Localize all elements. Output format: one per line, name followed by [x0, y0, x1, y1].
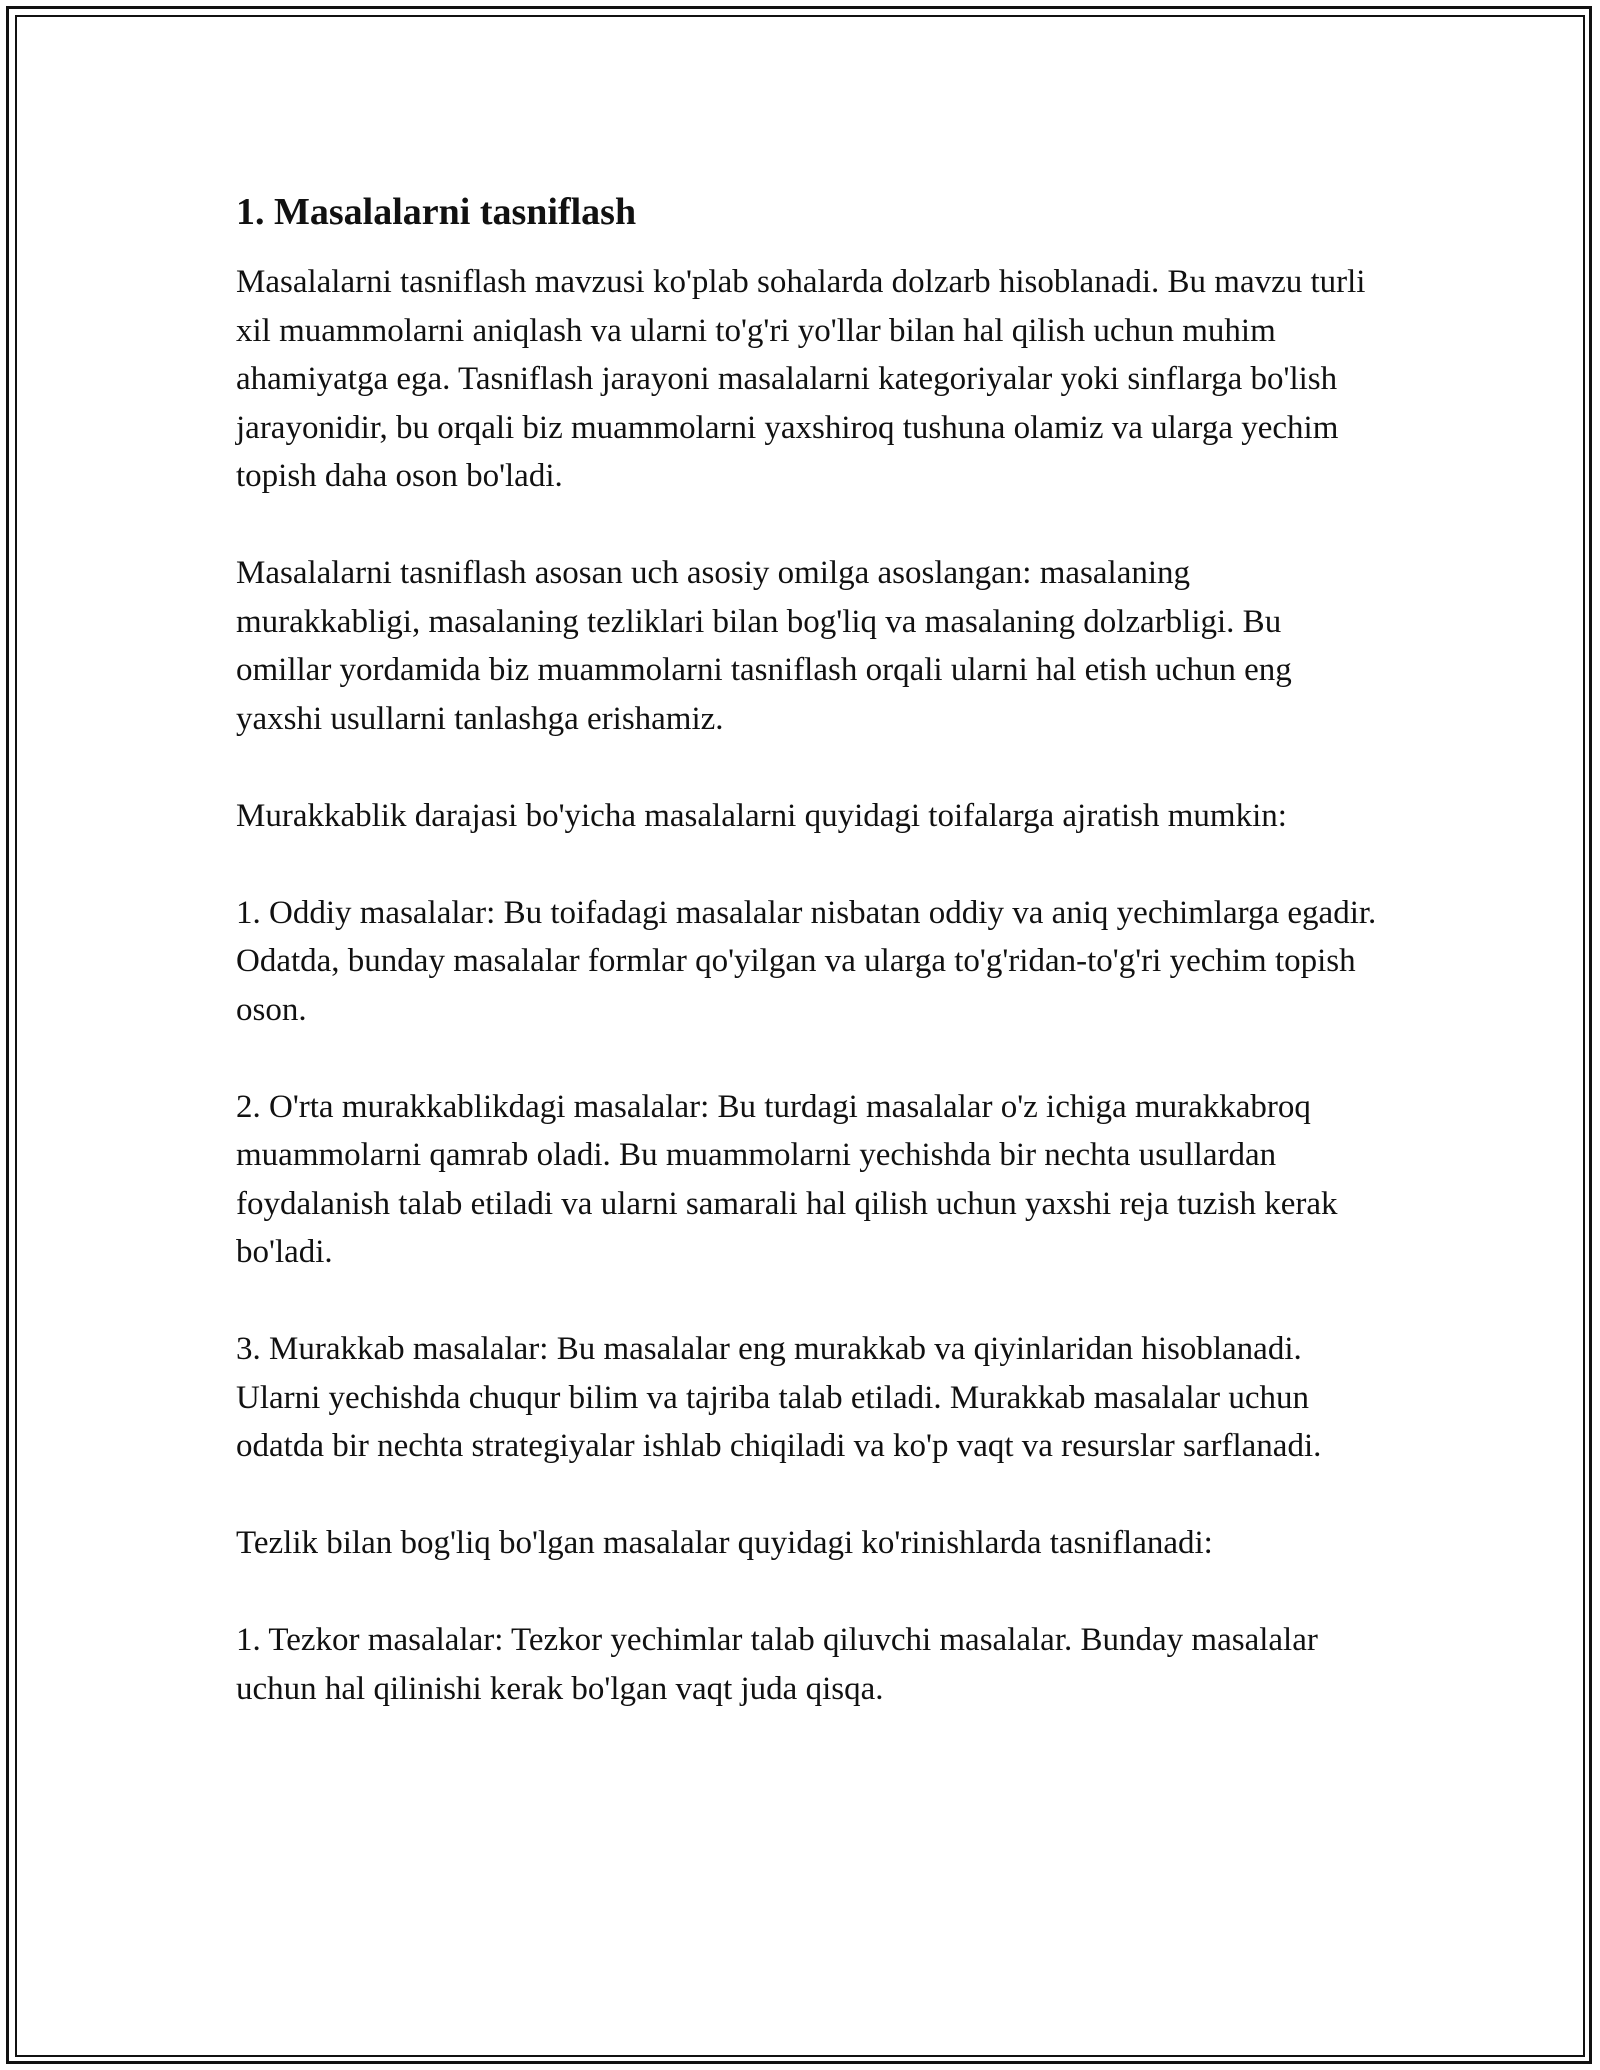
paragraph-complex-tasks: 3. Murakkab masalalar: Bu masalalar eng murakkab va qiyinlaridan hisoblanadi. Ularni yechishda chuqur bilim va tajriba talab etiladi. Murakkab masalalar uchun odatda bir nechta strategiyalar ishlab chiqiladi va ko'p vaqt va resurslar sarflanadi. [236, 1331, 1322, 1464]
paragraph-factors: Masalalarni tasniflash asosan uch asosiy omilga asoslangan: masalaning murakkabligi, masalaning tezliklari bilan bog'liq va masalaning dolzarbligi. Bu omillar yordamida biz muammolarni tasniflash orqali ularni hal etish uchun eng yaxshi usullarni tanlashga erishamiz. [236, 555, 1292, 737]
paragraph-intro: Masalalarni tasniflash mavzusi ko'plab sohalarda dolzarb hisoblanadi. Bu mavzu turli xil muammolarni aniqlash va ularni to'g'ri yo'llar bilan hal qilish uchun muhim ahamiyatga ega. Tasniflash jarayoni masalalarni kategoriyalar yoki sinflarga bo'lish jarayonidir, bu orqali biz muammolarni yaxshiroq tushuna olamiz va ularga yechim topish daha oson bo'ladi. [236, 264, 1366, 494]
paragraph-urgent-tasks: 1. Tezkor masalalar: Tezkor yechimlar talab qiluvchi masalalar. Bunday masalalar uchun hal qilinishi kerak bo'lgan vaqt juda qisqa. [236, 1622, 1318, 1707]
paragraph-complexity-intro: Murakkablik darajasi bo'yicha masalalarni quyidagi toifalarga ajratish mumkin: [236, 797, 1287, 834]
section-heading: 1. Masalalarni tasniflash [236, 191, 637, 233]
document-body [236, 186, 1381, 1762]
paragraph-medium-tasks: 2. O'rta murakkablikdagi masalalar: Bu turdagi masalalar o'z ichiga murakkabroq muammolarni qamrab oladi. Bu muammolarni yechishda bir nechta usullardan foydalanish talab etiladi va ularni samarali hal qilish uchun yaxshi reja tuzish kerak bo'ladi. [236, 1088, 1338, 1270]
paragraph-speed-intro: Tezlik bilan bog'liq bo'lgan masalalar quyidagi ko'rinishlarda tasniflanadi: [236, 1525, 1213, 1561]
paragraph-simple-tasks: 1. Oddiy masalalar: Bu toifadagi masalalar nisbatan oddiy va aniq yechimlarga egadir. Odatda, bunday masalalar formlar qo'yilgan va ularga to'g'ridan-to'g'ri yechim topish oson. [236, 894, 1377, 1028]
